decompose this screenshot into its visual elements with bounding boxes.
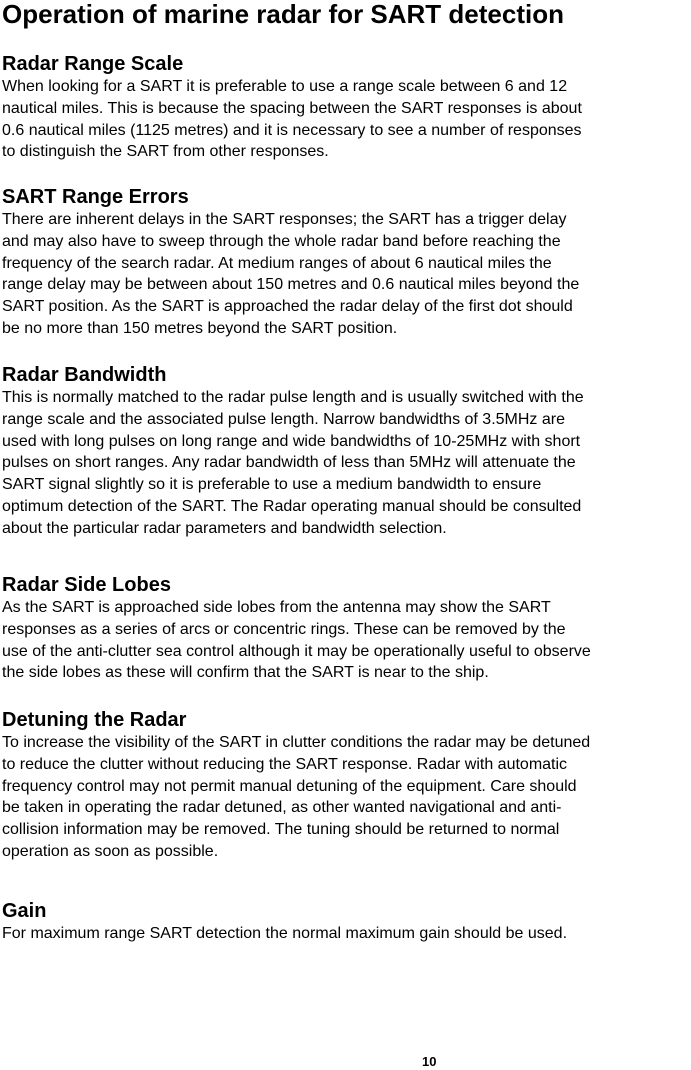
section-heading: Radar Range Scale — [2, 53, 184, 75]
section-heading: Radar Side Lobes — [2, 574, 171, 596]
section-body: To increase the visibility of the SART in clutter conditions the radar may be detuned to reduce the clutter without reducing the SART response. Radar with automatic frequency control may not permit manual detuning of the equipment. Care should be taken in operating the radar detuned, as other wanted navigational and anti- collision information may be removed. The tuning should be returned to normal operation as soon as possible. — [2, 734, 591, 860]
section-heading: Detuning the Radar — [2, 709, 187, 731]
section-body: There are inherent delays in the SART responses; the SART has a trigger delay and may also have to sweep through the whole radar band before reaching the frequency of the search radar. At medium ranges of about 6 nautical miles the range delay may be between about 150 metres and 0.6 nautical miles beyond the SART position. As the SART is approached the radar delay of the first dot should be no more than 150 metres beyond the SART position. — [2, 211, 580, 337]
section-sart-range-errors — [2, 185, 691, 340]
section-body: When looking for a SART it is preferable to use a range scale between 6 and 12 nautical miles. This is because the spacing between the SART responses is about 0.6 nautical miles (1125 metres) and it is necessary to see a number of responses to distinguish the SART from other responses. — [2, 78, 582, 161]
page-number: 10 — [422, 1054, 437, 1069]
section-body: This is normally matched to the radar pulse length and is usually switched with the range scale and the associated pulse length. Narrow bandwidths of 3.5MHz are used with long pulses on long range and wide bandwidths of 10-25MHz with short pulses on short ranges. Any radar bandwidth of less than 5MHz will attenuate the SART signal slightly so it is preferable to use a medium bandwidth to ensure optimum detection of the SART. The Radar operating manual should be consulted about the particular radar parameters and bandwidth selection. — [2, 389, 584, 537]
section-heading: SART Range Errors — [2, 186, 189, 208]
section-heading: Gain — [2, 900, 47, 922]
section-radar-range-scale — [2, 52, 691, 163]
section-gain — [2, 899, 691, 945]
page-title: Operation of marine radar for SART detection — [2, 0, 564, 29]
section-body: As the SART is approached side lobes from the antenna may show the SART responses as a series of arcs or concentric rings. These can be removed by the use of the anti-clutter sea control although it may be operationally useful to observe the side lobes as these will confirm that the SART is near to the ship. — [2, 599, 591, 682]
section-radar-bandwidth — [2, 363, 691, 540]
section-radar-side-lobes — [2, 573, 691, 684]
section-body: For maximum range SART detection the normal maximum gain should be used. — [2, 925, 568, 942]
section-heading: Radar Bandwidth — [2, 364, 167, 386]
section-detuning-the-radar — [2, 708, 691, 863]
